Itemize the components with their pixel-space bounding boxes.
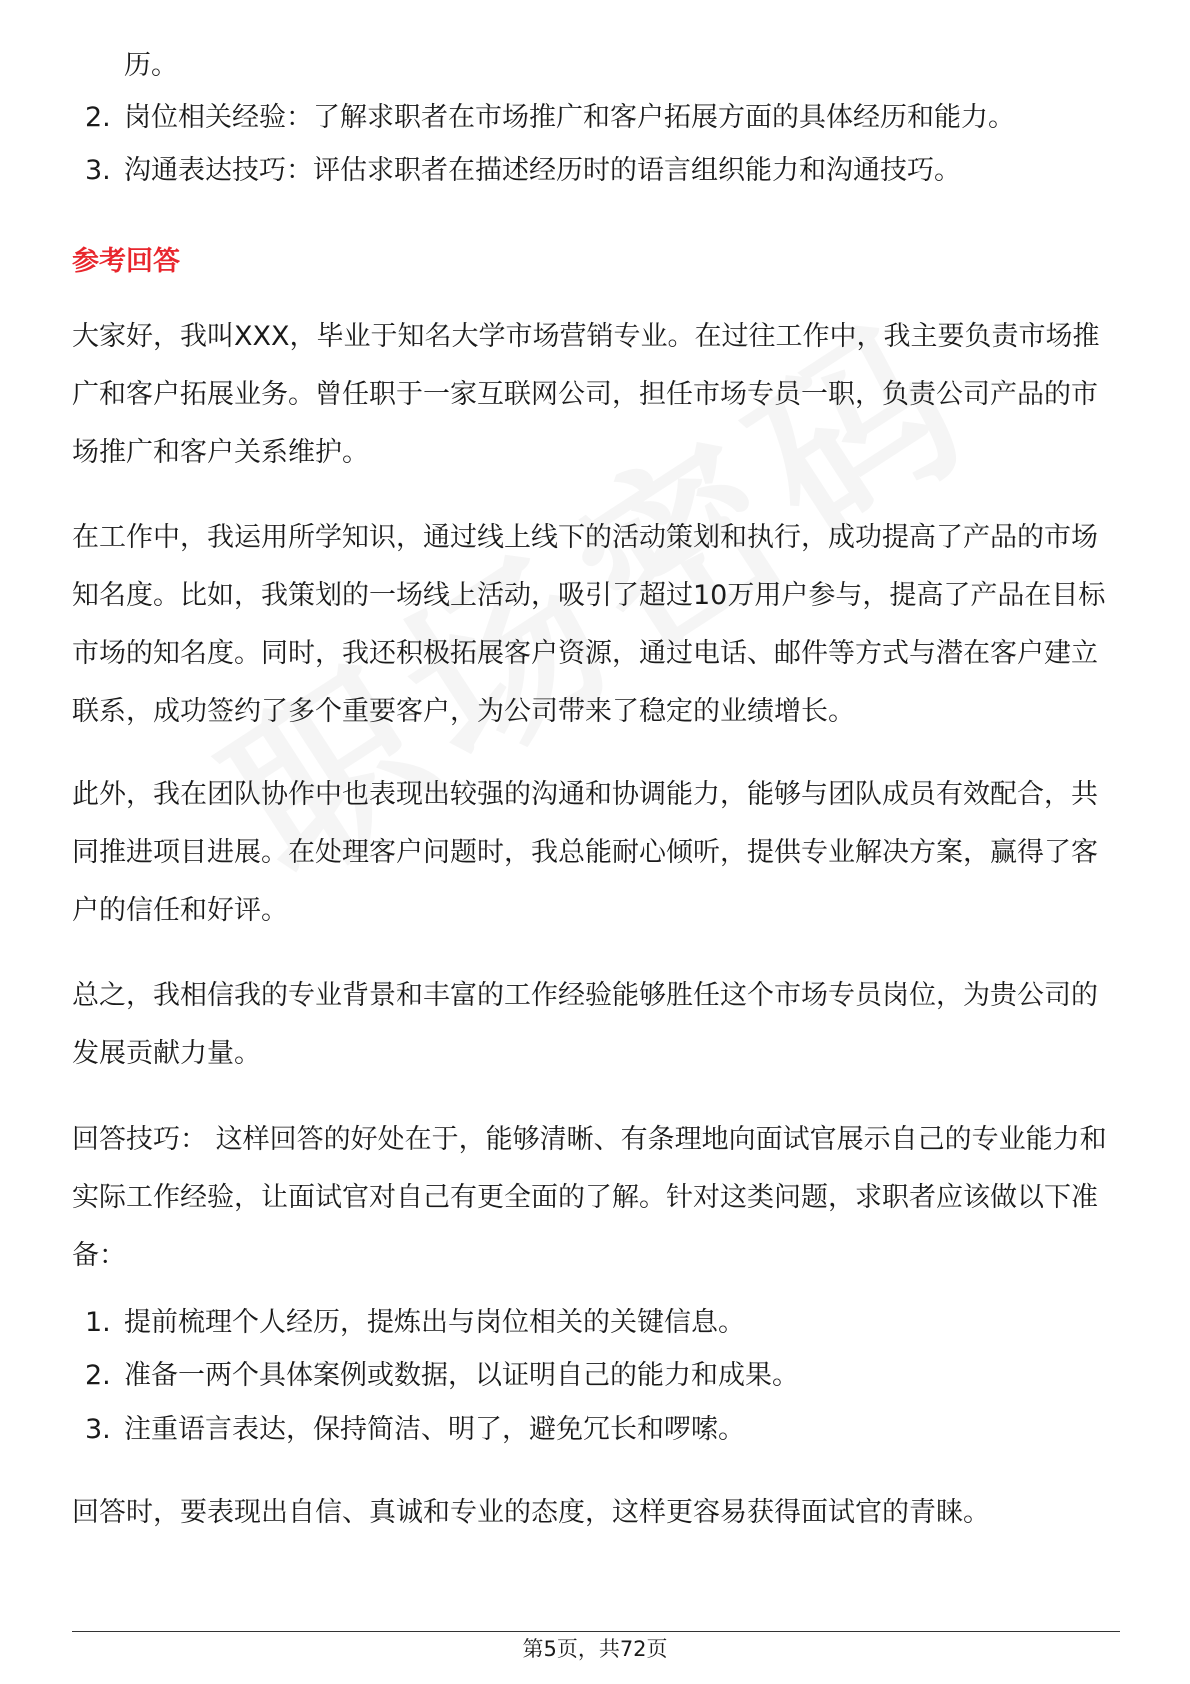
- list-text: 准备一两个具体案例或数据，以证明自己的能力和成果。: [124, 1360, 799, 1391]
- page-number: 第5页，共72页: [522, 1637, 668, 1661]
- list-continuation: 历。: [124, 50, 178, 81]
- list-number: 1.: [85, 1307, 111, 1338]
- answer-paragraph: 大家好，我叫XXX，毕业于知名大学市场营销专业。在过往工作中，我主要负责市场推广和客户拓展业务。曾任职于一家互联网公司，担任市场专员一职，负责公司产品的市场推广和客户关系维护。: [72, 321, 1100, 468]
- list-item: [0, 151, 1190, 191]
- list-text: 注重语言表达，保持简洁、明了，避免冗长和啰嗦。: [124, 1414, 745, 1445]
- list-item: [0, 98, 1190, 138]
- list-number: 3.: [85, 155, 111, 186]
- section-heading: 参考回答: [72, 246, 180, 277]
- list-number: 2.: [85, 1360, 111, 1391]
- list-item: [0, 1303, 1190, 1343]
- list-item: [0, 1410, 1190, 1450]
- list-text: 提前梳理个人经历，提炼出与岗位相关的关键信息。: [124, 1307, 745, 1338]
- list-number: 2.: [85, 102, 111, 133]
- list-number: 3.: [85, 1414, 111, 1445]
- answer-paragraph: 在工作中，我运用所学知识，通过线上线下的活动策划和执行，成功提高了产品的市场知名度。比如，我策划的一场线上活动，吸引了超过10万用户参与，提高了产品在目标市场的知名度。同时，我还积极拓展客户资源，通过电话、邮件等方式与潜在客户建立联系，成功签约了多个重要客户，为公司带来了稳定的业绩增长。: [72, 522, 1106, 727]
- list-text: 岗位相关经验：了解求职者在市场推广和客户拓展方面的具体经历和能力。: [124, 102, 1015, 133]
- answer-paragraph: 总之，我相信我的专业背景和丰富的工作经验能够胜任这个市场专员岗位，为贵公司的发展贡献力量。: [72, 980, 1098, 1069]
- closing-paragraph: 回答时，要表现出自信、真诚和专业的态度，这样更容易获得面试官的青睐。: [72, 1497, 990, 1528]
- list-text: 沟通表达技巧：评估求职者在描述经历时的语言组织能力和沟通技巧。: [124, 155, 961, 186]
- list-item: [0, 1356, 1190, 1396]
- footer-divider: [72, 1631, 1120, 1632]
- answer-paragraph: 此外，我在团队协作中也表现出较强的沟通和协调能力，能够与团队成员有效配合，共同推进项目进展。在处理客户问题时，我总能耐心倾听，提供专业解决方案，赢得了客户的信任和好评。: [72, 779, 1098, 926]
- tips-paragraph: 回答技巧： 这样回答的好处在于，能够清晰、有条理地向面试官展示自己的专业能力和实际工作经验，让面试官对自己有更全面的了解。针对这类问题，求职者应该做以下准备：: [72, 1124, 1107, 1271]
